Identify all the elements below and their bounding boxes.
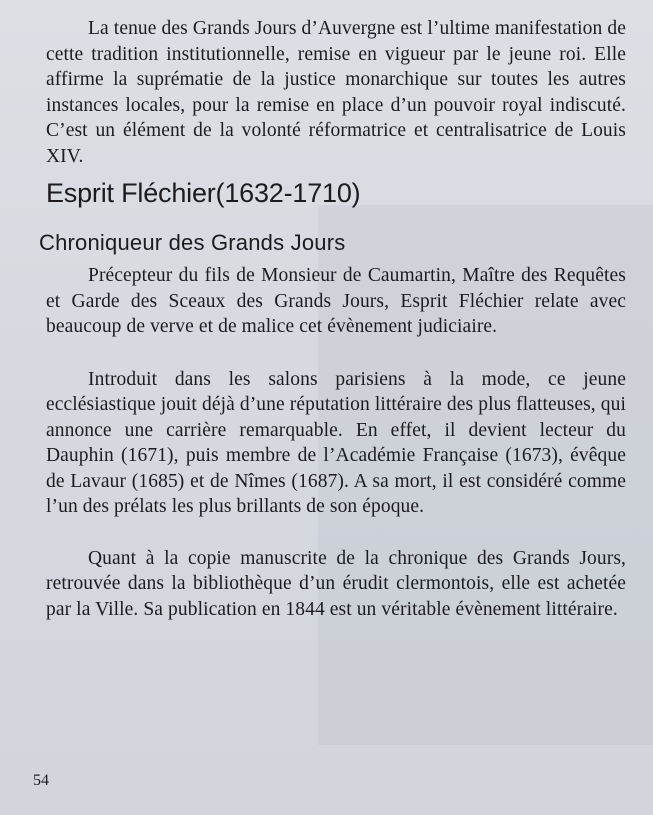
page-number: 54 [33,772,49,789]
paragraph-caumartin: Précepteur du fils de Monsieur de Caumartin, Maître des Requêtes et Garde des Sceaux des Grands Jours, Esprit Fléchier relate avec beaucoup de verve et de malice cet évènement judiciaire. [46,265,626,337]
section-title: Esprit Fléchier(1632-1710) [46,178,361,208]
page-content [39,16,626,622]
paragraph-manuscript: Quant à la copie manuscrite de la chronique des Grands Jours, retrouvée dans la bibliothèque d’un érudit clermontois, elle est achetée par la Ville. Sa publication en 1844 est un véritable évènement littéraire. [46,547,626,620]
intro-paragraph: La tenue des Grands Jours d’Auvergne est l’ultime manifestation de cette tradition institutionnelle, remise en vigueur par le jeune roi. Elle affirme la suprématie de la justice monarchique sur toutes les autres instances locales, pour la remise en place d’un pouvoir royal indiscuté. C’est un élément de la volonté réformatrice et centralisatrice de Louis XIV. [46,18,626,167]
paragraph-career: Introduit dans les salons parisiens à la mode, ce jeune ecclésiastique jouit déjà d’une réputation littéraire des plus flatteuses, qui annonce une carrière remarquable. En effet, il devient lecteur du Dauphin (1671), puis membre de l’Académie Française (1673), évêque de Lavaur (1685) et de Nîmes (1687). A sa mort, il est considéré comme l’un des prélats les plus brillants de son époque. [46,368,626,517]
subsection-title: Chroniqueur des Grands Jours [39,230,346,255]
